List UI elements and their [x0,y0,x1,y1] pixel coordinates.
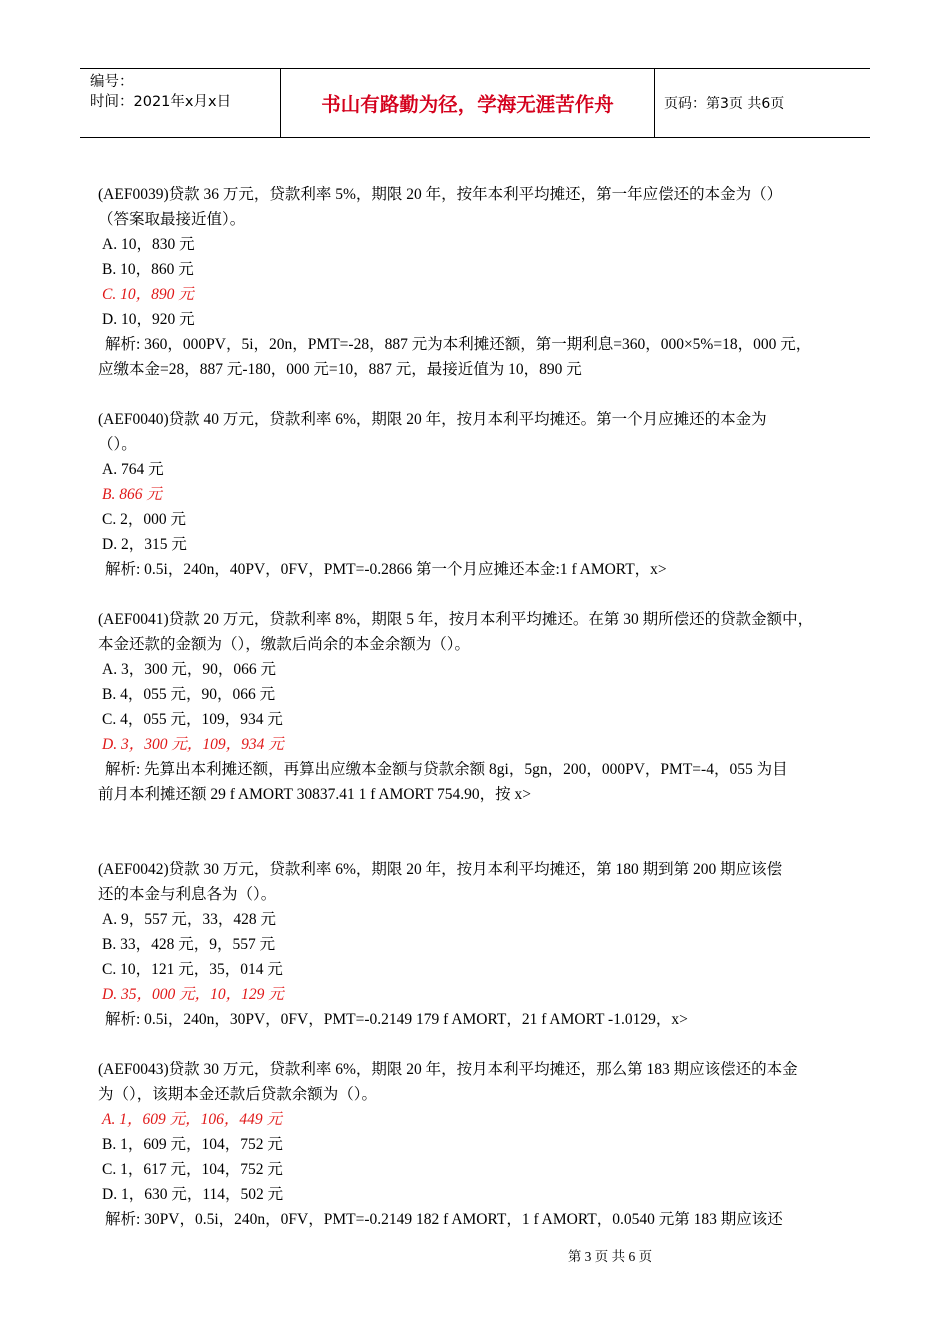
header-page-info: 页码：第3页 共6页 [664,96,785,112]
blank-line [98,1032,866,1057]
question-text-line: 前月本利摊还额 29 f AMORT 30837.41 1 f AMORT 754.90，按 x> [98,786,532,803]
question-text-line: (AEF0041)贷款 20 万元，贷款利率 8%，期限 5 年，按月本利平均摊还。在第 30 期所偿还的贷款金额中， [98,611,814,628]
analysis-line: 解析: 先算出本利摊还额，再算出应缴本金额与贷款余额 8gi，5gn，200，000PV，PMT=-4，055 为目 [105,761,788,778]
document-time-label: 时间：2021年x月x日 [90,94,232,110]
page-footer: 第 3 页 共 6 页 [567,1249,653,1264]
document-body [98,182,866,1232]
correct-answer-option: C. 10，890 元 [102,286,194,303]
answer-option: B. 4，055 元，90，066 元 [102,686,276,703]
question-text-line: 为（），该期本金还款后贷款余额为（）。 [98,1086,378,1103]
answer-option: B. 10，860 元 [102,261,194,278]
answer-option: A. 3，300 元，90，066 元 [102,661,276,678]
correct-answer-option: D. 35，000 元，10，129 元 [102,986,284,1003]
question-text-line: 还的本金与利息各为（）。 [98,886,277,903]
blank-line [98,807,866,832]
question-text-line: （）。 [98,436,137,453]
document-number-label: 编号： [90,74,134,90]
analysis-line: 解析: 360，000PV，5i，20n，PMT=-28，887 元为本利摊还额，第一期利息=360，000×5%=18，000 元， [105,336,812,353]
question-text-line: (AEF0043)贷款 30 万元，贷款利率 6%，期限 20 年，按月本利平均摊还，那么第 183 期应该偿还的本金 [98,1061,798,1078]
blank-line [98,582,866,607]
analysis-line: 解析: 30PV，0.5i，240n，0FV，PMT=-0.2149 182 f AMORT，1 f AMORT，0.0540 元第 183 期应该还 [105,1211,783,1228]
answer-option: B. 1，609 元，104，752 元 [102,1136,283,1153]
answer-option: D. 10，920 元 [102,311,195,328]
answer-option: A. 764 元 [102,461,164,478]
correct-answer-option: B. 866 元 [102,486,162,503]
question-text-line: 本金还款的金额为（），缴款后尚余的本金余额为（）。 [98,636,471,653]
answer-option: C. 10，121 元，35，014 元 [102,961,283,978]
answer-option: A. 9，557 元，33，428 元 [102,911,276,928]
question-text-line: 应缴本金=28，887 元-180，000 元=10，887 元，最接近值为 10，890 元 [98,361,582,378]
answer-option: D. 2，315 元 [102,536,187,553]
header-motto: 书山有路勤为径，学海无涯苦作舟 [281,69,655,137]
blank-line [98,382,866,407]
question-text-line: （答案取最接近值）。 [98,211,246,228]
question-text-line: (AEF0042)贷款 30 万元，贷款利率 6%，期限 20 年，按月本利平均摊还，第 180 期到第 200 期应该偿 [98,861,783,878]
correct-answer-option: A. 1，609 元，106，449 元 [102,1111,282,1128]
question-text-line: (AEF0039)贷款 36 万元，贷款利率 5%，期限 20 年，按年本利平均摊还，第一年应偿还的本金为（） [98,186,783,203]
answer-option: C. 1，617 元，104，752 元 [102,1161,283,1178]
header-meta [80,69,281,137]
answer-option: C. 2，000 元 [102,511,186,528]
blank-line [98,832,866,857]
correct-answer-option: D. 3，300 元，109，934 元 [102,736,284,753]
answer-option: B. 33，428 元，9，557 元 [102,936,276,953]
analysis-line: 解析: 0.5i，240n，40PV，0FV，PMT=-0.2866 第一个月应摊还本金:1 f AMORT，x> [105,561,667,578]
question-text-line: (AEF0040)贷款 40 万元，贷款利率 6%，期限 20 年，按月本利平均摊还。第一个月应摊还的本金为 [98,411,767,428]
answer-option: C. 4，055 元，109，934 元 [102,711,283,728]
page-header [80,68,870,138]
answer-option: D. 1，630 元，114，502 元 [102,1186,284,1203]
analysis-line: 解析: 0.5i，240n，30PV，0FV，PMT=-0.2149 179 f AMORT，21 f AMORT -1.0129，x> [105,1011,688,1028]
answer-option: A. 10，830 元 [102,236,195,253]
